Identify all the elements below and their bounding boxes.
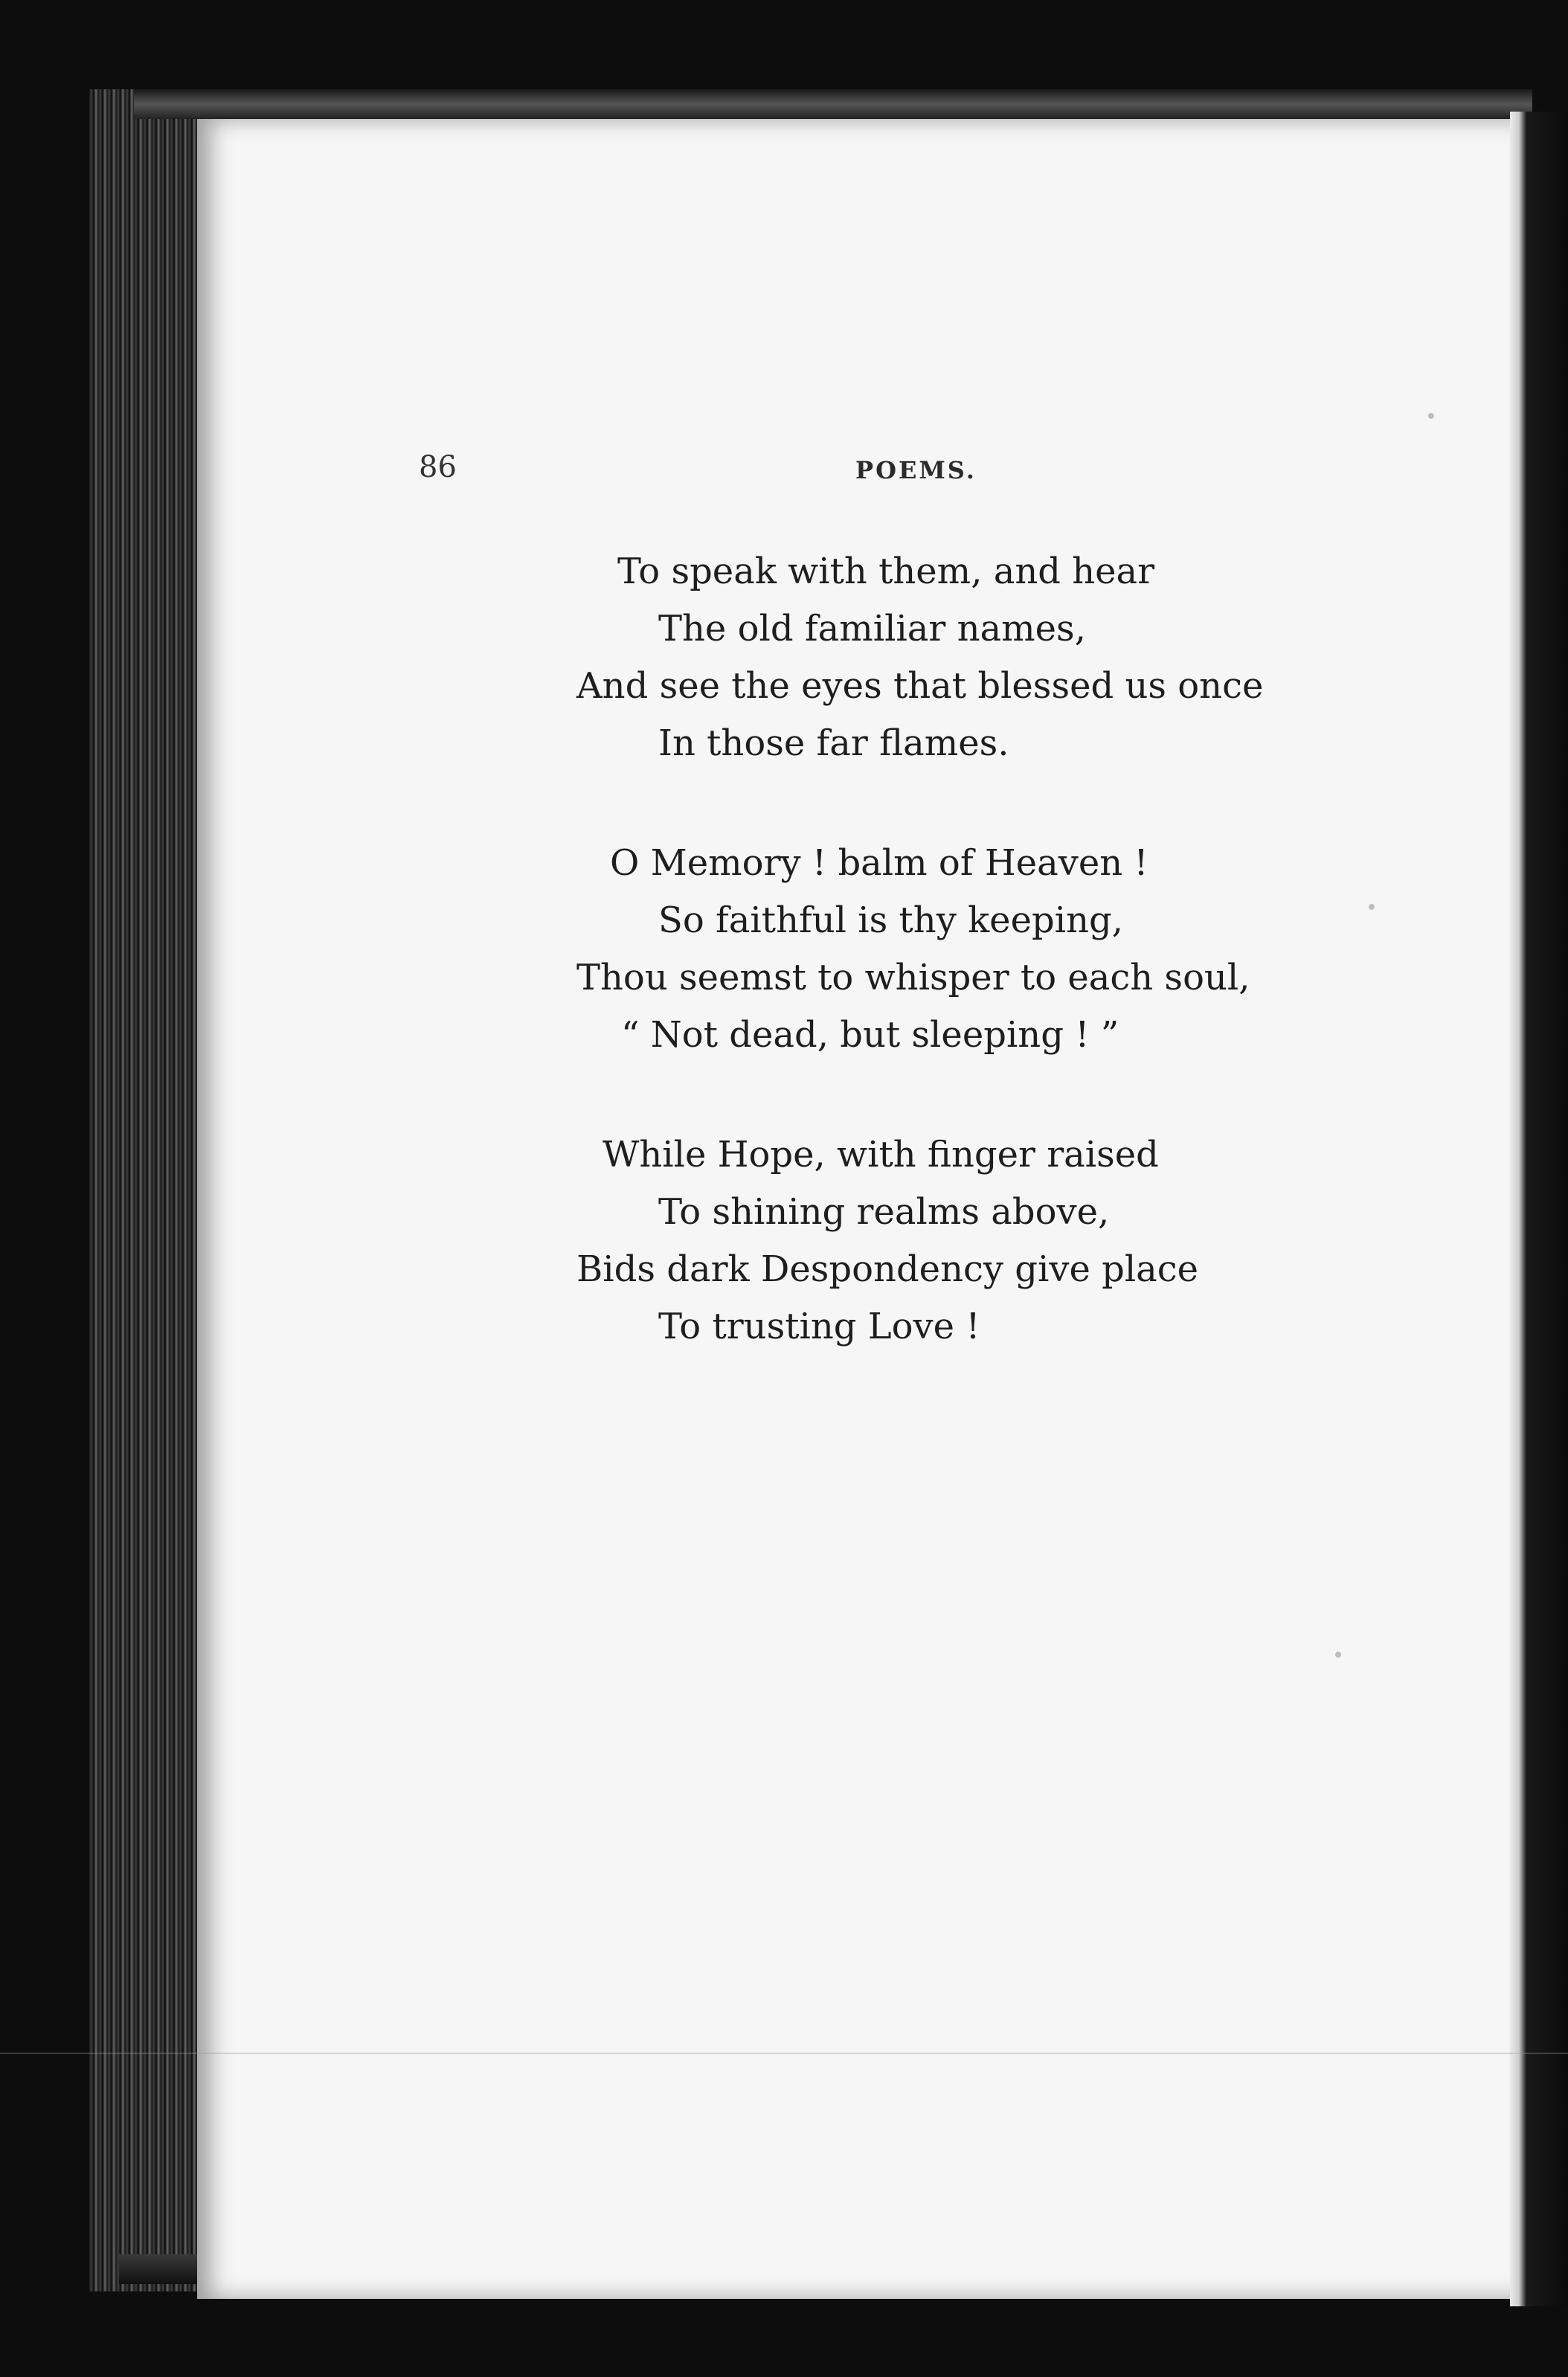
stanza [197,543,1517,772]
poem-line: And see the eyes that blessed us once [576,665,1264,707]
poem-line: While Hope, with finger raised [603,1134,1159,1175]
poem-line: To speak with them, and hear [617,551,1155,592]
poem-line: So faithful is thy keeping, [658,899,1123,941]
page-number: 86 [419,450,457,484]
poem-body [197,543,1517,1418]
running-head: POEMS. [855,456,977,484]
book-right-edge [1510,112,1568,2306]
poem-line: To shining realms above, [658,1191,1110,1233]
dust-speck [1335,1652,1341,1658]
poem-line: In those far flames. [658,722,1009,764]
poem-line: Thou seemst to whisper to each soul, [576,957,1250,998]
poem-line: The old familiar names, [658,608,1086,649]
dust-speck [1428,413,1434,419]
book-page [197,119,1517,2299]
scan-streak [0,2053,1568,2054]
page-header [197,450,1517,495]
stanza [197,835,1517,1064]
book-top-edge [134,89,1532,119]
stanza [197,1126,1517,1356]
poem-line: “ Not dead, but sleeping ! ” [621,1014,1119,1056]
dust-speck [1369,904,1375,910]
poem-line: To trusting Love ! [658,1306,980,1347]
poem-line: Bids dark Despondency give place [576,1248,1199,1290]
poem-line: O Memory ! balm of Heaven ! [610,842,1148,884]
